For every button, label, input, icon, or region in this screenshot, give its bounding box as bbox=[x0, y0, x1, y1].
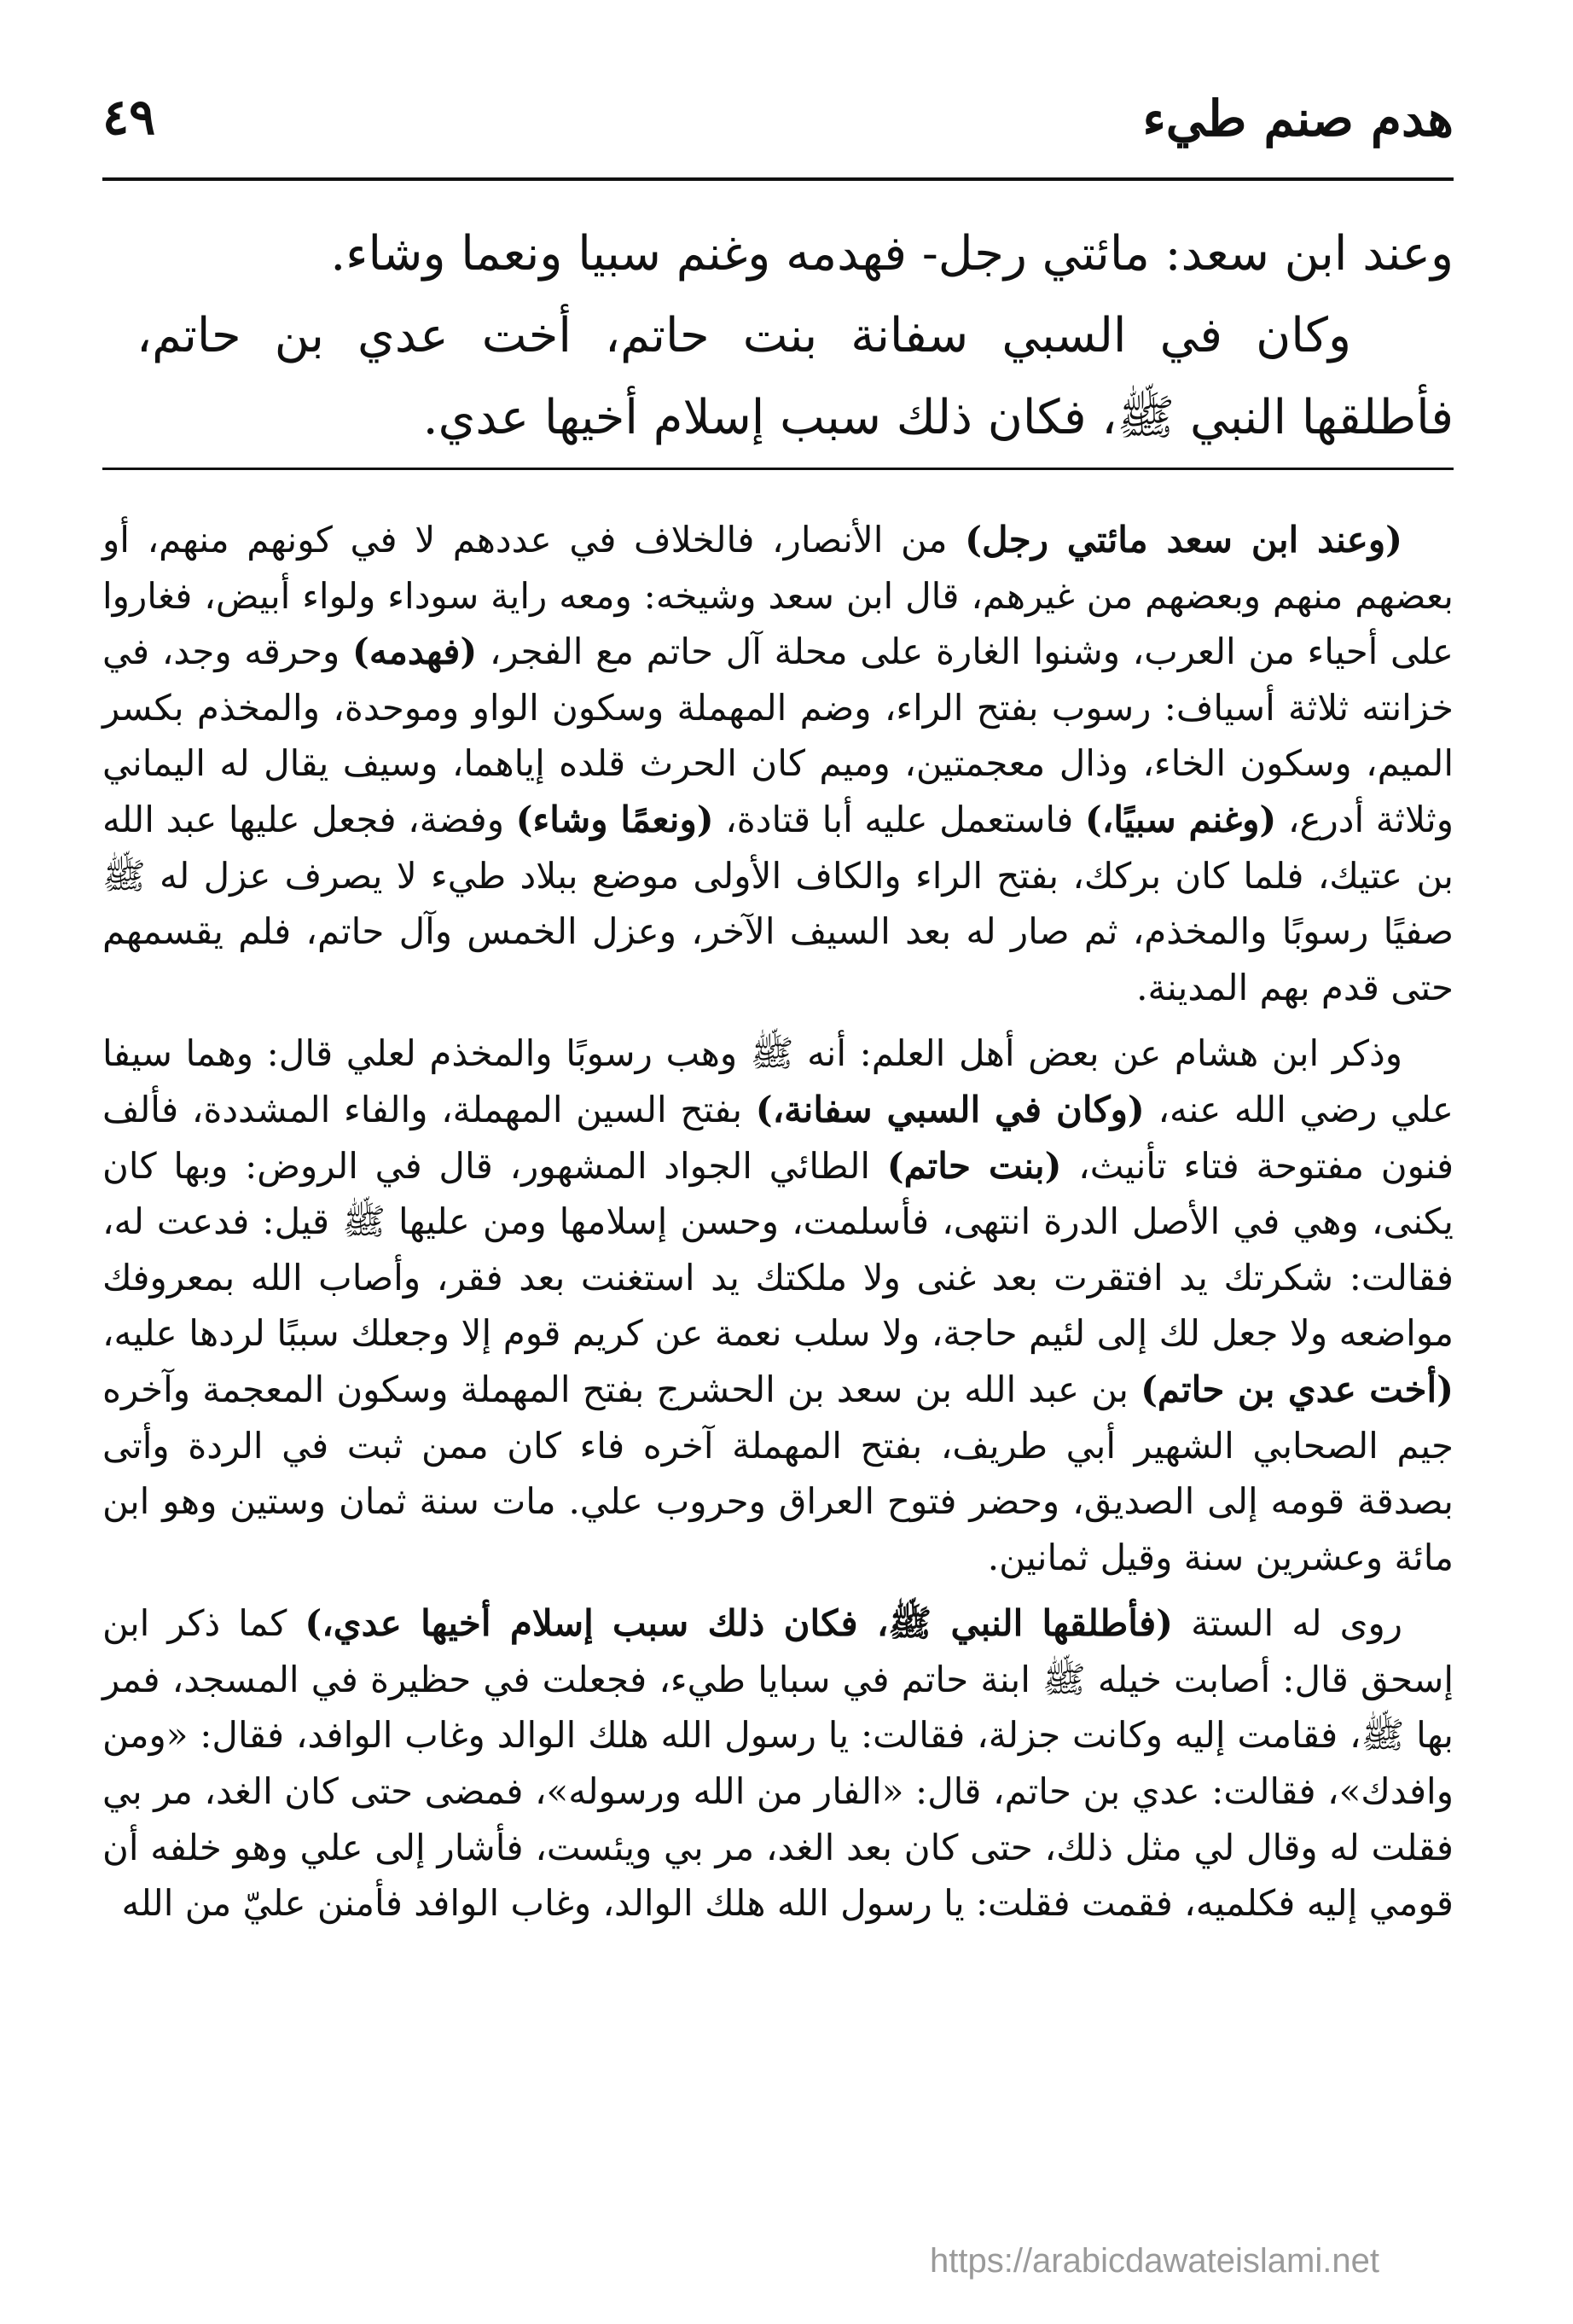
commentary-text: فاستعمل عليه أبا قتادة، bbox=[713, 798, 1085, 840]
header-divider bbox=[102, 177, 1454, 181]
commentary-text: بن عبد الله بن سعد بن الحشرج بفتح المهملة وسكون المعجمة وآخره جيم الصحابي الشهير أبي طريف، بفتح المهملة آخره فاء كان ممن ثبت في الردة وأتى بصدقة قومه إلى الصديق، وحضر فتوح العراق وحروب علي. مات سنة ثمان وستين وهو ابن مائة وعشرين سنة وقيل ثمانين. bbox=[102, 1368, 1454, 1578]
main-text-line-1: وعند ابن سعد: مائتي رجل- فهدمه وغنم سبيا ونعما وشاء. bbox=[330, 226, 1454, 282]
main-text bbox=[136, 213, 1454, 459]
commentary-paragraph-2 bbox=[102, 1025, 1454, 1585]
commentary-text: بفتح السين المهملة، والفاء المشددة، فألف فنون مفتوحة فتاء تأنيث، bbox=[102, 1088, 1454, 1187]
quoted-phrase: (فهدمه) bbox=[351, 630, 478, 673]
main-text-line-2: وكان في السبي سفانة بنت حاتم، أخت عدي بن حاتم، فأطلقها النبي ﷺ، فكان ذلك سبب إسلام أخيها عدي. bbox=[136, 308, 1454, 445]
page-number: ٤٩ bbox=[102, 88, 156, 146]
running-title: هدم صنم طيء bbox=[1142, 90, 1454, 148]
quoted-phrase: (فأطلقها النبي ﷺ، فكان ذلك سبب إسلام أخيها عدي،) bbox=[305, 1602, 1174, 1645]
commentary-paragraph-3 bbox=[102, 1595, 1454, 1932]
quoted-phrase: (وعند ابن سعد مائتي رجل) bbox=[965, 519, 1402, 561]
watermark-url: https://arabicdawateislami.net bbox=[930, 2242, 1379, 2280]
quoted-phrase: (أخت عدي بن حاتم) bbox=[1141, 1368, 1454, 1410]
commentary-text: وفضة، فجعل عليها عبد الله بن عتيك، فلما كان بركك، بفتح الراء والكاف الأولى موضع ببلاد طيء لا يصرف عزل له ﷺ صفيًا رسوبًا والمخذم، ثم صار له بعد السيف الآخر، وعزل الخمس وآل حاتم، فلم يقسمهم حتى قدم بهم المدينة. bbox=[102, 798, 1454, 1008]
main-text-divider bbox=[102, 468, 1454, 470]
quoted-phrase: (ونعمًا وشاء) bbox=[515, 798, 714, 840]
commentary-text: وحرقه وجد، في خزانته ثلاثة أسياف: رسوب بفتح الراء، وضم المهملة وسكون الواو وموحدة، والمخذم بكسر الميم، وسكون الخاء، وذال معجمتين، وميم كان الحرث قلده إياهما، وسيف يقال له اليماني وثلاثة أدرع، bbox=[102, 630, 1454, 840]
page-header bbox=[102, 81, 1454, 175]
commentary-text: روى له الستة bbox=[1173, 1602, 1403, 1645]
commentary-text: وذكر ابن هشام عن بعض أهل العلم: أنه ﷺ وهب رسوبًا والمخذم لعلي قال: وهما سيفا علي رضي الله عنه، bbox=[102, 1032, 1454, 1130]
quoted-phrase: (بنت حاتم) bbox=[886, 1144, 1062, 1187]
commentary-paragraph-1 bbox=[102, 512, 1454, 1015]
commentary-text: من الأنصار، فالخلاف في عددهم لا في كونهم منهم، أو بعضهم منهم وبعضهم من غيرهم، قال ابن سعد وشيخه: ومعه راية سوداء ولواء أبيض، فغاروا على أحياء من العرب، وشنوا الغارة على محلة آل حاتم مع الفجر، bbox=[102, 519, 1454, 673]
commentary-text: كما ذكر ابن إسحق قال: أصابت خيله ﷺ ابنة حاتم في سبايا طيء، فجعلت في حظيرة في المسجد، فمر بها ﷺ، فقامت إليه وكانت جزلة، فقالت: يا رسول الله هلك الوالد وغاب الوافد، فقال: «ومن وافدك»، فقالت: عدي بن حاتم، قال: «الفار من الله ورسوله»، فمضى حتى كان الغد، مر بي فقلت له وقال لي مثل ذلك، حتى كان بعد الغد، مر بي ويئست، فأشار إلى علي وهو خلفه أن قومي إليه فكلميه، فقمت فقلت: يا رسول الله هلك الوالد، وغاب الوافد فأمنن عليّ من الله bbox=[102, 1602, 1454, 1925]
commentary bbox=[102, 512, 1454, 1942]
commentary-text: الطائي الجواد المشهور، قال في الروض: وبها كان يكنى، وهي في الأصل الدرة انتهى، فأسلمت، وحسن إسلامها ومن عليها ﷺ قيل: فدعت له، فقالت: شكرتك يد افتقرت بعد غنى ولا ملكتك يد استغنت بعد فقر، وأصاب الله بمعروفك مواضعه ولا جعل لك إلى لئيم حاجة، ولا سلب نعمة عن كريم قوم إلا وجعلك سببًا لردها عليه، bbox=[102, 1144, 1454, 1355]
quoted-phrase: (وكان في السبي سفانة،) bbox=[755, 1088, 1145, 1130]
quoted-phrase: (وغنم سبيًا،) bbox=[1084, 798, 1277, 840]
